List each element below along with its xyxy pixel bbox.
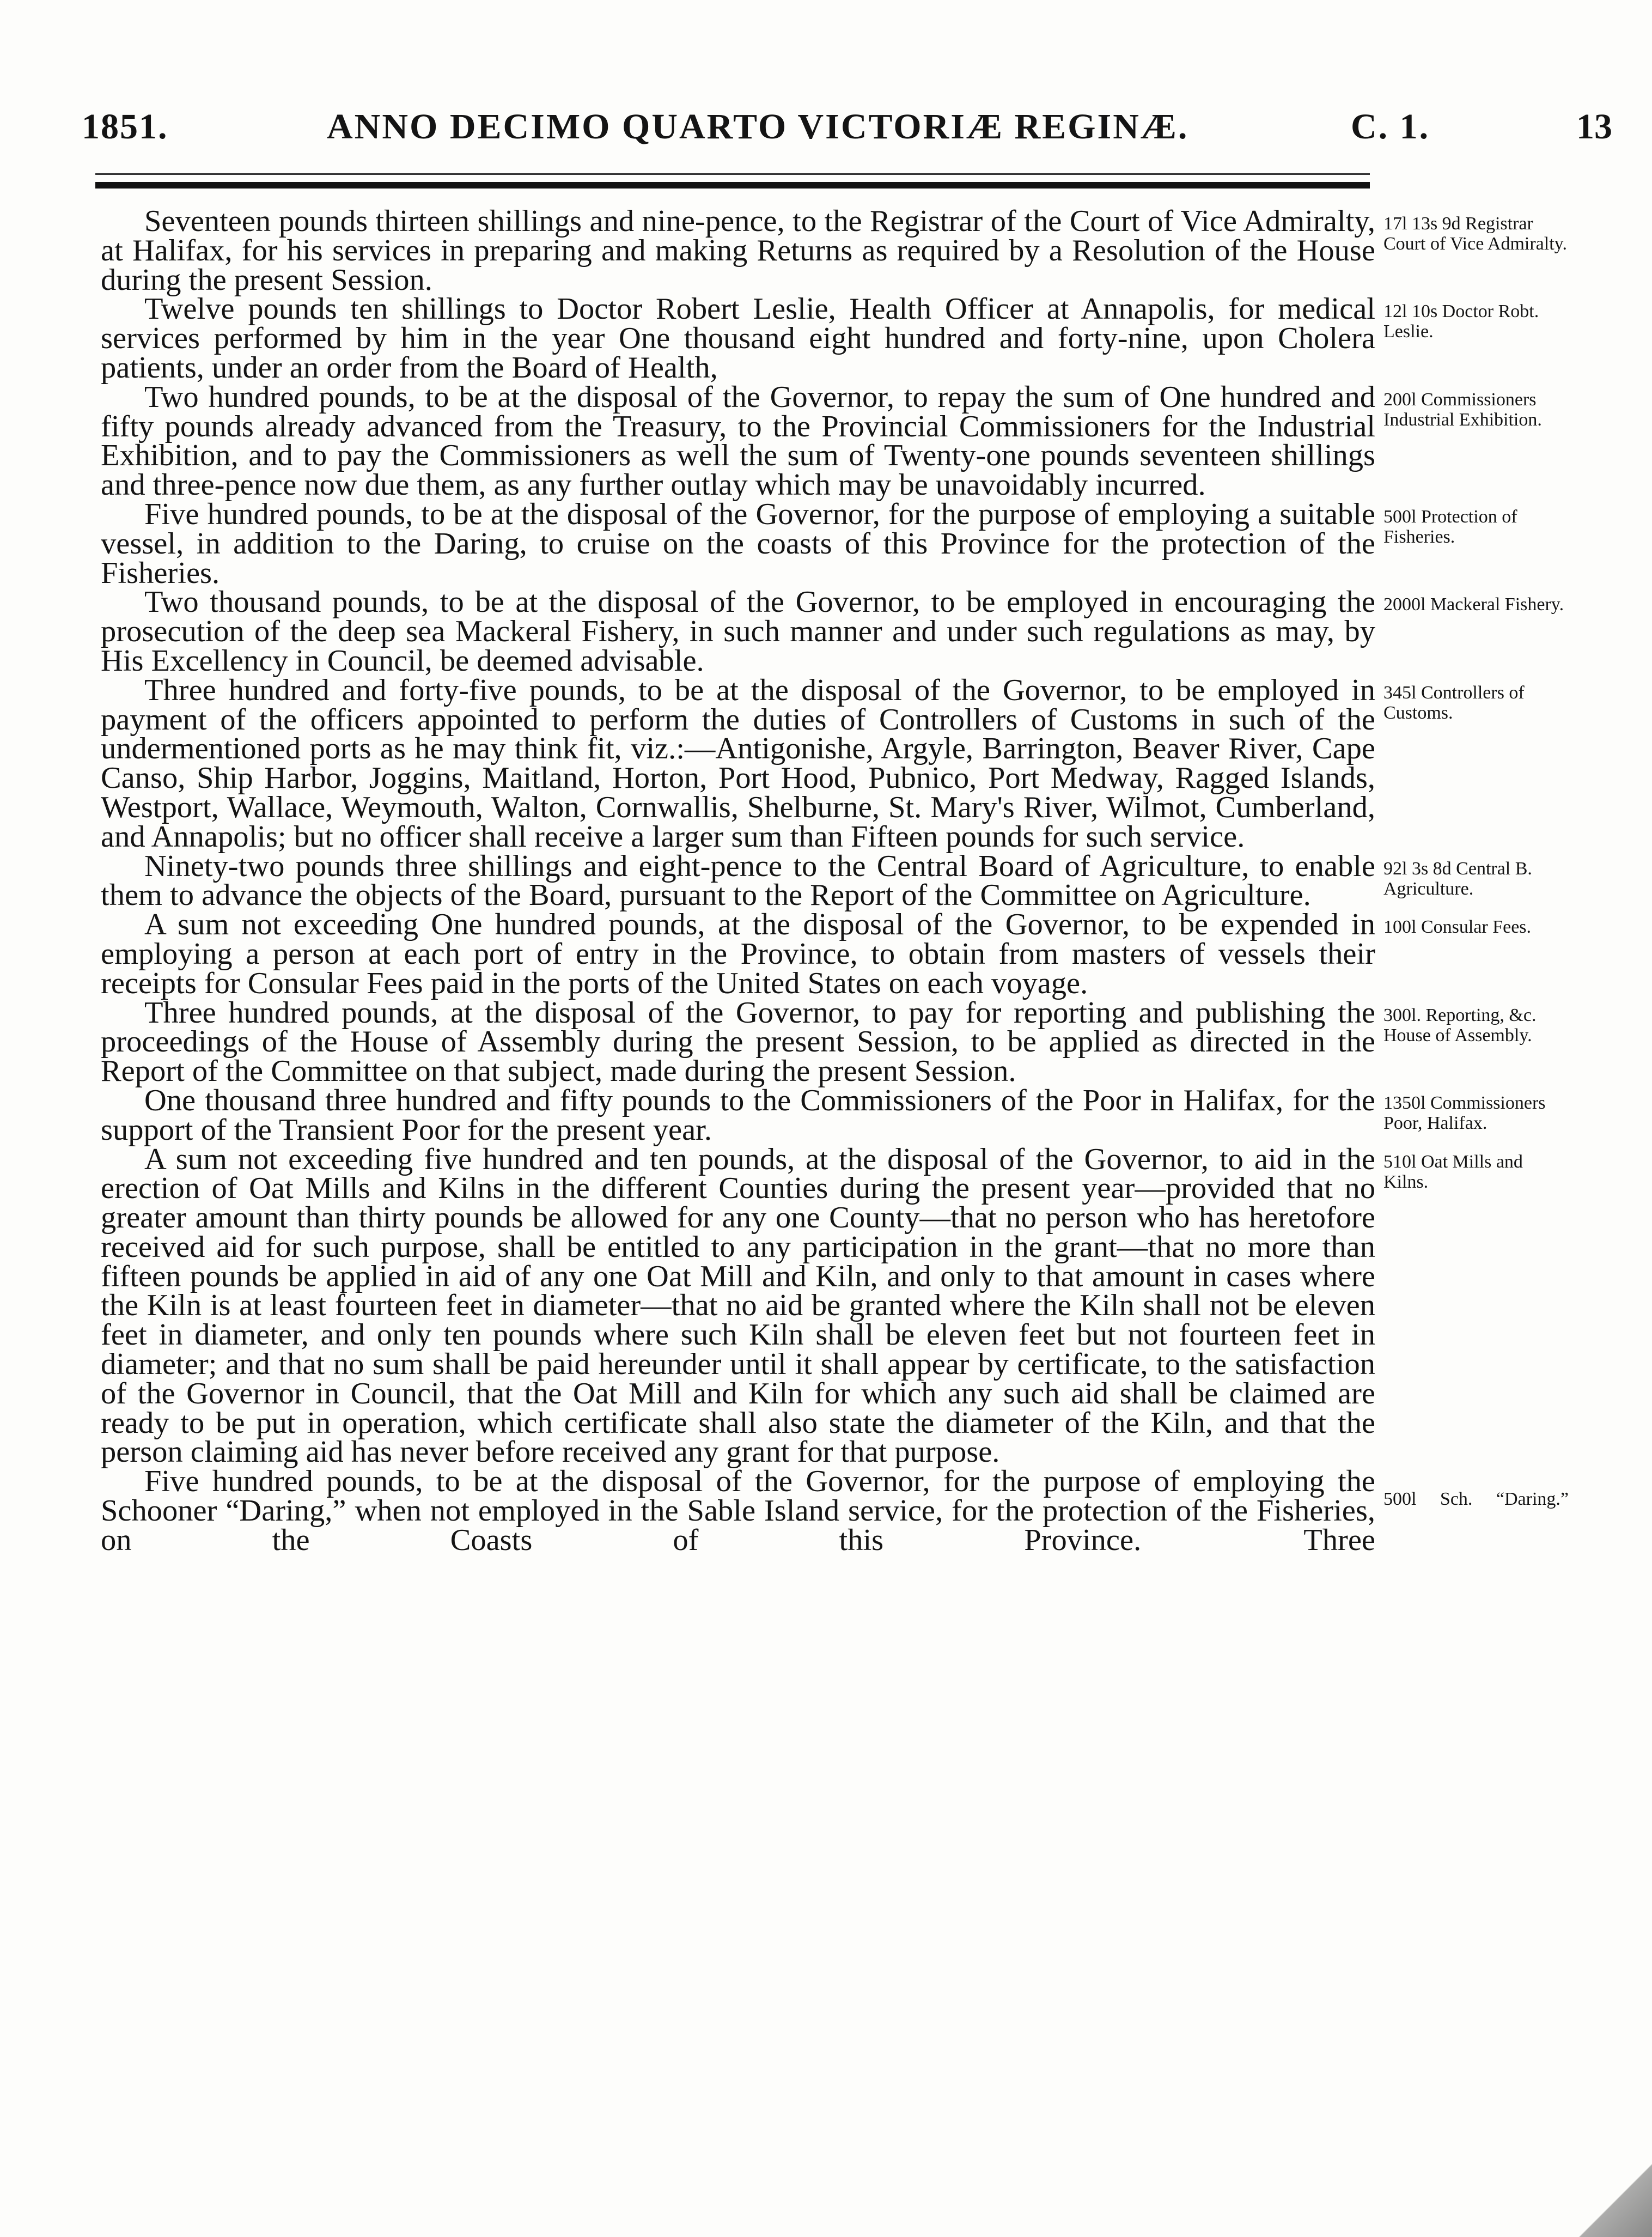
paragraph-text: A sum not exceeding five hundred and ten pounds, at the disposal of the Governor, to aid in the erection of Oat Mills and Kilns in the different Counties during the present year—provided that no greater amount than thirty pounds be allowed for any one County—that no person who has heretofore received aid for such purpose, shall be entitled to any participation in the grant—that no more than fifteen pounds be applied in aid of any one Oat Mill and Kiln, and only to that amount in cases where the Kiln is at least fourteen feet in diameter—that no aid be granted where the Kiln shall not be eleven feet in diameter, and only ten pounds where such Kiln shall be eleven feet but not fourteen feet in diameter; and that no sum shall be paid hereunder until it shall appear by certificate, to the satisfaction of the Governor in Council, that the Oat Mill and Kiln for which any such aid shall be claimed are ready to be put in operation, which certificate shall also state the diameter of the Kiln, and that the person claiming aid has never before received any grant for that purpose. bbox=[101, 1142, 1375, 1469]
marginal-note: 100l Consular Fees. bbox=[1383, 917, 1532, 938]
paragraph-text: Ninety-two pounds three shillings and eight-pence to the Central Board of Agriculture, to enable them to advance the objects of the Board, pursuant to the Report of the Committee on Agriculture. bbox=[101, 849, 1375, 913]
paragraph-text: Twelve pounds ten shillings to Doctor Robert Leslie, Health Officer at Annapolis, for medical services performed by him in the year One thousand eight hundred and forty-nine, upon Cholera patients, under an order from the Board of Health, bbox=[101, 292, 1375, 385]
marginal-note: 200l Commissioners Industrial Exhibition. bbox=[1383, 389, 1542, 430]
paragraph-consular-fees bbox=[101, 908, 1532, 1000]
marginal-note: 500l Sch. “Daring.” bbox=[1383, 1489, 1569, 1510]
paragraph-text: Three hundred pounds, at the disposal of the Governor, to pay for reporting and publishing the proceedings of the House of Assembly during the present Session, to be applied as directed in the Report of the Committee on that subject, made during the present Session. bbox=[101, 995, 1375, 1089]
header-title: ANNO DECIMO QUARTO VICTORIÆ REGINÆ. bbox=[327, 107, 1189, 147]
paragraph-poor-halifax bbox=[101, 1083, 1546, 1147]
paragraph-customs-controllers bbox=[101, 673, 1525, 854]
paragraph-text: Three hundred and forty-five pounds, to be at the disposal of the Governor, to be employed in payment of the officers appointed to perform the duties of Controllers of Customs in such of the undermentioned ports as he may think fit, viz.:—Antigonishe, Argyle, Barrington, Beaver River, Cape Canso, Ship Harbor, Joggins, Maitland, Horton, Port Hood, Pubnico, Port Medway, Ragged Islands, Westport, Wallace, Weymouth, Walton, Cornwallis, Shelburne, St. Mary's River, Wilmot, Cumberland, and Annapolis; but no officer shall receive a larger sum than Fifteen pounds for such service. bbox=[101, 673, 1375, 854]
paragraph-reporting-assembly bbox=[101, 995, 1537, 1089]
paragraph-text: A sum not exceeding One hundred pounds, at the disposal of the Governor, to be expended in employing a person at each port of entry in the Province, to obtain from masters of vessels their receipts for Consular Fees paid in the ports of the United States on each voyage. bbox=[101, 908, 1375, 1000]
paragraph-agriculture bbox=[101, 849, 1532, 913]
body-text bbox=[101, 204, 1569, 1557]
paragraph-mackeral-fishery bbox=[101, 585, 1564, 678]
marginal-note: 300l. Reporting, &c. House of Assembly. bbox=[1383, 1005, 1537, 1045]
header-rule-thin bbox=[95, 173, 1370, 175]
marginal-note: 17l 13s 9d Registrar Court of Vice Admiralty. bbox=[1383, 214, 1567, 254]
header-chapter: C. 1. bbox=[1351, 107, 1430, 147]
header-year: 1851. bbox=[82, 107, 168, 147]
catchword: Three bbox=[1303, 1523, 1376, 1557]
paragraph-text: Seventeen pounds thirteen shillings and nine-pence, to the Registrar of the Court of Vice Admiralty, at Halifax, for his services in preparing and making Returns as required by a Resolution of the House during the present Session. bbox=[101, 204, 1375, 297]
paragraph-text: Five hundred pounds, to be at the disposal of the Governor, for the purpose of employing the Schooner “Daring,” when not employed in the Sable Island service, for the protection of the Fisheries, on the Coasts of this Province. bbox=[101, 1464, 1375, 1557]
paragraph-schooner-daring bbox=[101, 1464, 1569, 1557]
paragraph-industrial-exhibition bbox=[101, 380, 1542, 502]
marginal-note: 12l 10s Doctor Robt. Leslie. bbox=[1383, 301, 1539, 342]
paragraph-text: Two thousand pounds, to be at the disposal of the Governor, to be employed in encouraging the prosecution of the deep sea Mackeral Fishery, in such manner and under such regulations as may, by His Excellency in Council, be deemed advisable. bbox=[101, 585, 1375, 678]
marginal-note: 500l Protection of Fisheries. bbox=[1383, 506, 1517, 547]
header-rule-thick bbox=[95, 182, 1370, 189]
paragraph-fisheries-protection bbox=[101, 497, 1517, 590]
paragraph-leslie bbox=[101, 292, 1539, 385]
paragraph-registrar bbox=[101, 204, 1567, 297]
page-number: 13 bbox=[1576, 107, 1612, 147]
paragraph-text: Five hundred pounds, to be at the disposal of the Governor, for the purpose of employing a suitable vessel, in addition to the Daring, to cruise on the coasts of this Province for the protection of the Fisheries. bbox=[101, 497, 1375, 590]
marginal-note: 510l Oat Mills and Kilns. bbox=[1383, 1151, 1523, 1192]
page-corner-shadow bbox=[1570, 2155, 1652, 2237]
marginal-note: 345l Controllers of Customs. bbox=[1383, 682, 1525, 723]
marginal-note: 2000l Mackeral Fishery. bbox=[1383, 594, 1564, 615]
paragraph-text: Two hundred pounds, to be at the disposal of the Governor, to repay the sum of One hundred and fifty pounds already advanced from the Treasury, to the Provincial Commissioners for the Industrial Exhibition, and to pay the Commissioners as well the sum of Twenty-one pounds seventeen shillings and three-pence now due them, as any further outlay which may be unavoidably incurred. bbox=[101, 380, 1375, 502]
running-header bbox=[82, 106, 1623, 166]
paragraph-text: One thousand three hundred and fifty pounds to the Commissioners of the Poor in Halifax, for the support of the Transient Poor for the present year. bbox=[101, 1083, 1375, 1147]
paragraph-oat-mills bbox=[101, 1142, 1523, 1469]
marginal-note: 92l 3s 8d Central B. Agriculture. bbox=[1383, 858, 1532, 899]
marginal-note: 1350l Commissioners Poor, Halifax. bbox=[1383, 1092, 1546, 1133]
